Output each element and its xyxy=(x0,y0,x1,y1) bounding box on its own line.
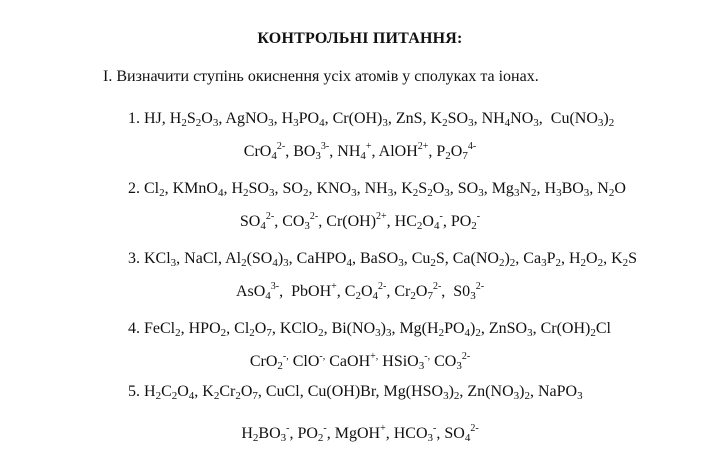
item-3-compounds: 3. KCl$_3$, NaCl, $Al_2(SO_4)_3$, CaHPO$_4$, BaSO$_3$, $Cu_2S$, $Ca(NO_2)_2$, $Ca_3P_2$, $H_2O_2$, $K_2S$ xyxy=(128,250,638,269)
item-4-ions: CrO$_2$-, ClO-, CaOH+, HSiO$_3$-, $CO_3^{2-}$ xyxy=(249,351,471,372)
item-1-compounds: 1. HJ, $H_2S_2O_3$, AgNO$_3$, $H_3PO_4$, $Cr(OH)_3$, ZnS, $K_2SO_3$, $NH_4NO_3$, $Cu(NO_3)_2$ xyxy=(128,110,615,129)
item-5-ions: $H_2BO_3^-$, $PO_2^-$, MgOH+, $HCO_3^-$, $SO_4^{2-}$ xyxy=(241,423,479,444)
item-2-compounds: 2. $Cl_2$, KMnO$_4$, $H_2SO_3$, $SO_2$, $KNO_3$, $NH_3$, $K_2S_2O_3$, $SO_3$, $Mg_3N_2$, $H_3BO_3$, $N_2O$ xyxy=(128,180,626,199)
item-5-compounds: 5. $H_2C_2O_4$, $K_2Cr_2O_7$, CuCl, Cu(OH)Br, $Mg(HSO_3)_2$, $Zn(NO_3)_2$, NaPO$_3$ xyxy=(128,383,583,402)
item-4-compounds: 4. FeCl$_2$, $HPO_2$, $Cl_2O_7$, KClO$_2$, $Bi(NO_3)_3$, $Mg(H_2PO_4)_2$, ZnSO$_3$, $Cr(OH)_2Cl$ xyxy=(128,320,611,339)
page-title: КОНТРОЛЬНІ ПИТАННЯ: xyxy=(257,30,463,47)
item-3-ions: AsO$_4^{3-}$, PbOH+, $C_2O_4^{2-}$, $Cr_2O_7^{2-}$, $S0_3^{2-}$ xyxy=(235,281,485,302)
task-instruction: I. Визначити ступінь окиснення усіх атомів у сполуках та іонах. xyxy=(103,68,539,85)
item-2-ions: $SO_4^{2-}$, $CO_3^{2-}$, Cr(OH)$^{2+}$, $HC_2O_4^-$, $PO_2^-$ xyxy=(239,211,481,232)
item-1-ions: CrO$_4^{2-}$, $BO_3^{3-}$, $NH_4^+$, AlOH$^{2+}$, $P_2O_7^{4-}$ xyxy=(243,141,477,162)
